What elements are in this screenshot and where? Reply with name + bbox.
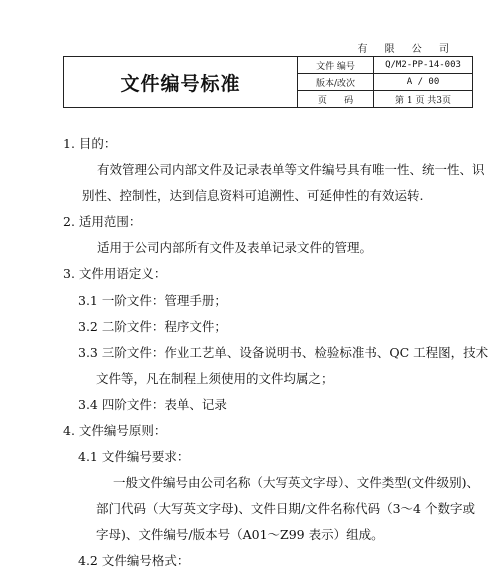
section-2-heading: 2. 适用范围： [63, 214, 142, 229]
info-row-doc-number [298, 57, 472, 74]
doc-number-value: Q/M2-PP-14-003 [385, 60, 461, 70]
version-label: 版本/改次 [298, 74, 374, 90]
doc-number-label: 文件 编号 [298, 57, 374, 73]
section-3-4: 3.4 四阶文件：表单、记录 [78, 397, 227, 412]
page-label: 页 码 [298, 91, 374, 107]
version-value: A / 00 [406, 77, 440, 87]
page-value: 第 1 页 共3页 [394, 95, 452, 106]
section-3-1: 3.1 一阶文件：管理手册； [78, 293, 227, 308]
section-1-paragraph-line-2: 别性、控制性，达到信息资料可追溯性、可延伸性的有效运转. [82, 188, 424, 203]
document-title: 文件编号标准 [64, 57, 298, 107]
section-4-2-heading: 4.2 文件编号格式： [78, 553, 190, 568]
section-3-heading: 3. 文件用语定义： [63, 266, 167, 281]
section-4-1-paragraph-line-1: 一般文件编号由公司名称（大写英文字母）、文件类型(文件级别)、 [113, 475, 480, 490]
info-row-page [298, 91, 472, 107]
section-3-3-line-1: 3.3 三阶文件：作业工艺单、设备说明书、检验标准书、QC 工程图，技术 [78, 345, 489, 360]
section-4-heading: 4. 文件编号原则： [63, 423, 167, 438]
section-3-2: 3.2 二阶文件：程序文件； [78, 319, 227, 334]
section-3-3-line-2: 文件等，凡在制程上须使用的文件均属之； [96, 371, 334, 386]
document-header-table [63, 56, 473, 108]
section-4-1-paragraph-line-2: 部门代码（大写英文字母)、文件日期/文件名称代码（3～4 个数字或 [96, 501, 475, 516]
section-1-paragraph-line-1: 有效管理公司内部文件及记录表单等文件编号具有唯一性、统一性、识 [97, 162, 485, 177]
document-info-grid [298, 57, 472, 107]
section-4-1-paragraph-line-3: 字母)、文件编号/版本号（A01～Z99 表示）组成。 [96, 527, 384, 542]
section-1-heading: 1. 目的： [63, 136, 117, 151]
section-2-paragraph: 适用于公司内部所有文件及表单记录文件的管理。 [97, 240, 373, 255]
info-row-version [298, 74, 472, 91]
company-name: 有 限 公 司 [357, 44, 456, 55]
section-4-1-heading: 4.1 文件编号要求： [78, 449, 190, 464]
